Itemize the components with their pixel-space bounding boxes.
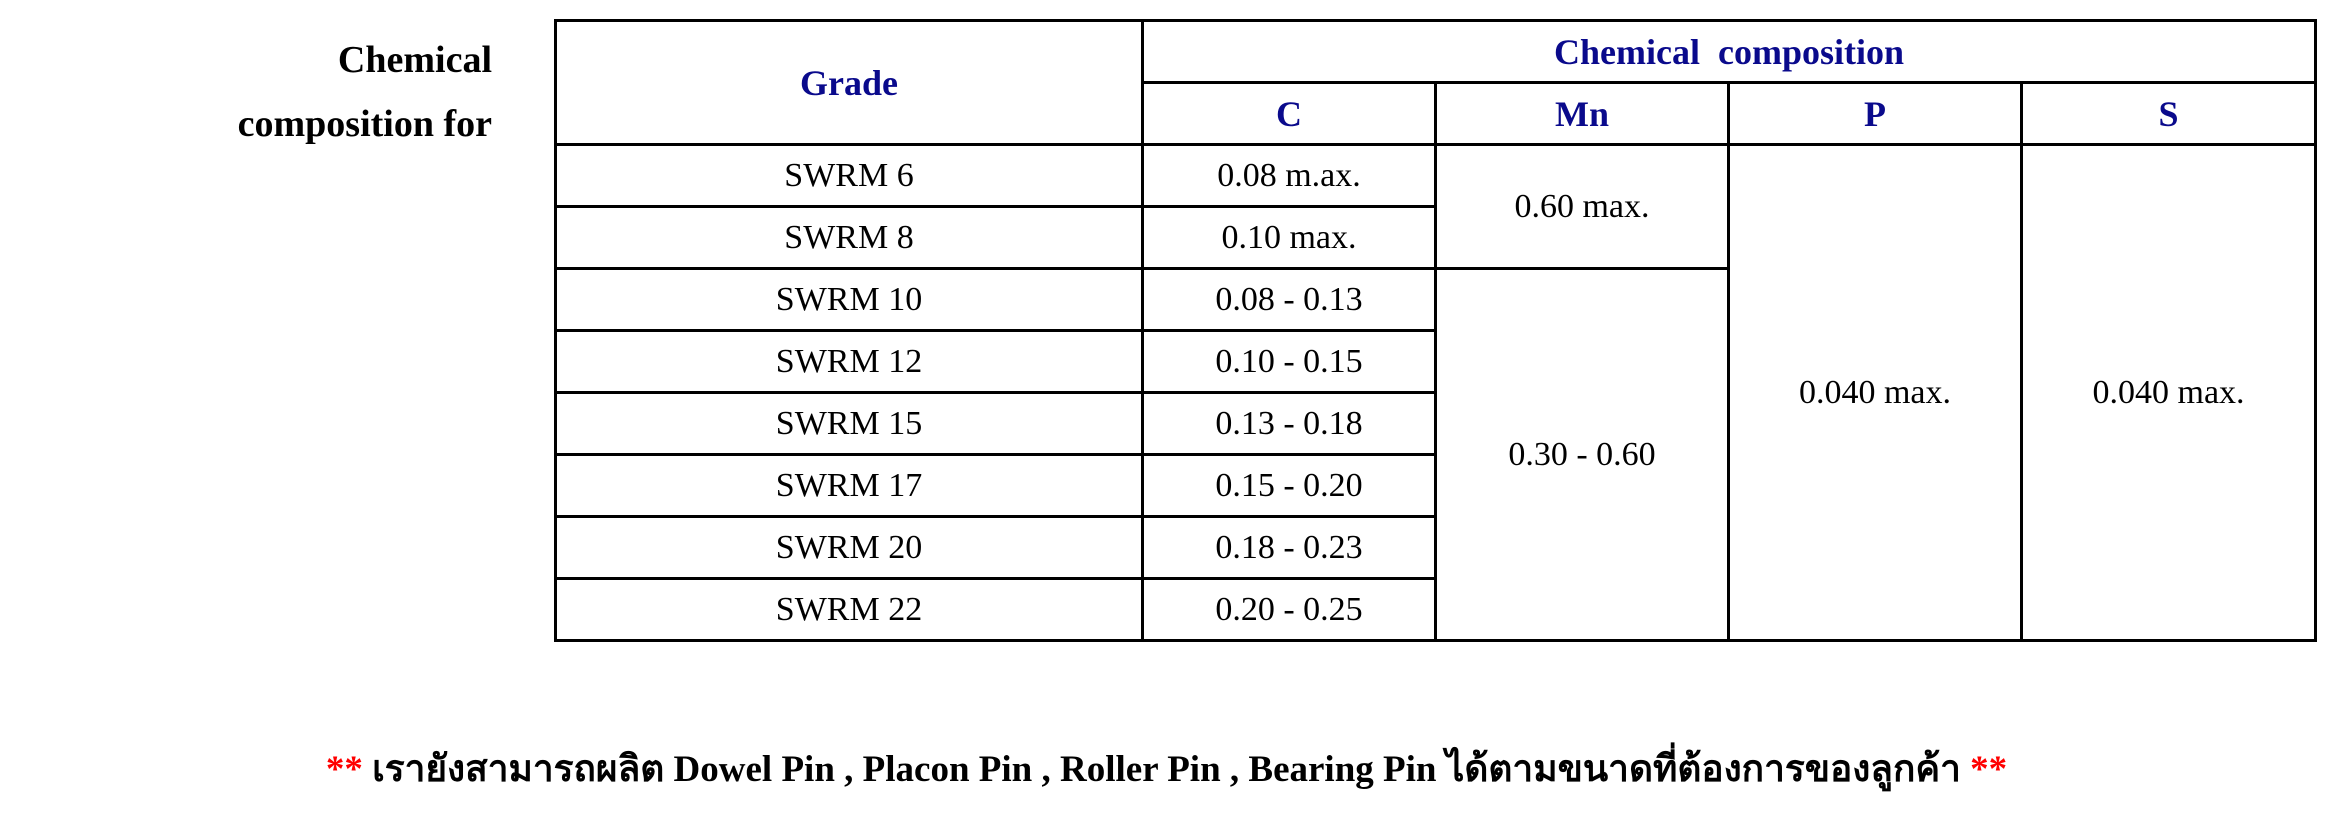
grade-cell: SWRM 6 [556,145,1143,207]
c-cell: 0.10 - 0.15 [1143,331,1436,393]
c-cell: 0.10 max. [1143,207,1436,269]
c-cell: 0.08 - 0.13 [1143,269,1436,331]
table-row [556,145,2316,207]
side-label-line1: Chemical [337,39,492,81]
mn-cell-group-2: 0.30 - 0.60 [1436,269,1729,641]
header-s: S [2022,83,2316,145]
mn-cell-group-1: 0.60 max. [1436,145,1729,269]
grade-cell: SWRM 8 [556,207,1143,269]
grade-cell: SWRM 15 [556,393,1143,455]
footer-note [0,740,2333,800]
header-mn: Mn [1436,83,1729,145]
chemical-composition-table [554,19,2317,642]
grade-cell: SWRM 12 [556,331,1143,393]
header-chemical-composition: Chemical composition [1143,21,2316,83]
grade-cell: SWRM 17 [556,455,1143,517]
header-grade: Grade [556,21,1143,145]
c-cell: 0.13 - 0.18 [1143,393,1436,455]
grade-cell: SWRM 10 [556,269,1143,331]
header-row-top [556,21,2316,83]
grade-cell: SWRM 20 [556,517,1143,579]
grade-cell: SWRM 22 [556,579,1143,641]
c-cell: 0.18 - 0.23 [1143,517,1436,579]
footer-text: เรายังสามารถผลิต Dowel Pin , Placon Pin , Roller Pin , Bearing Pin ได้ตามขนาดที่ต้องการของลูกค้า [362,749,1971,790]
c-cell: 0.20 - 0.25 [1143,579,1436,641]
footer-stars-right: ** [1970,749,2008,790]
footer-stars-left: ** [325,749,363,790]
p-cell: 0.040 max. [1729,145,2022,641]
header-p: P [1729,83,2022,145]
side-label [190,28,492,156]
s-cell: 0.040 max. [2022,145,2316,641]
c-cell: 0.08 m.ax. [1143,145,1436,207]
side-label-line2: composition for [237,103,492,145]
header-c: C [1143,83,1436,145]
c-cell: 0.15 - 0.20 [1143,455,1436,517]
